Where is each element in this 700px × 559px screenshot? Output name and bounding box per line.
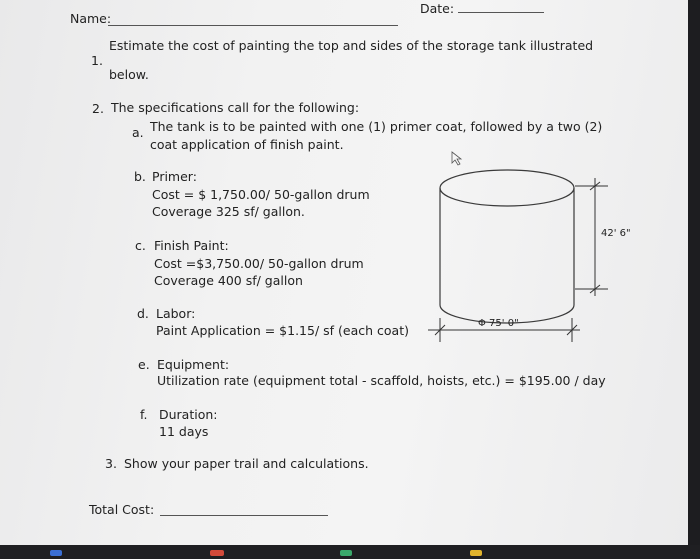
- taskbar-icon: [340, 550, 352, 556]
- labor-detail: Paint Application = $1.15/ sf (each coat): [156, 323, 409, 338]
- labor-title: Labor:: [156, 306, 196, 321]
- q2a-line1: The tank is to be painted with one (1) primer coat, followed by a two (2): [150, 119, 603, 134]
- q1-text-line2: below.: [109, 67, 149, 82]
- primer-cost: Cost = $ 1,750.00/ 50-gallon drum: [152, 187, 370, 202]
- total-cost-label: Total Cost:: [89, 502, 155, 517]
- date-field[interactable]: [458, 12, 544, 13]
- storage-tank-diagram: [420, 150, 640, 350]
- equipment-detail: Utilization rate (equipment total - scaffold, hoists, etc.) = $195.00 / day: [157, 373, 606, 388]
- duration-title: Duration:: [159, 407, 218, 422]
- name-field[interactable]: [108, 25, 398, 26]
- tank-top-ellipse: [440, 170, 574, 206]
- finish-paint-coverage: Coverage 400 sf/ gallon: [154, 273, 303, 288]
- q2f-label: f.: [140, 407, 148, 422]
- diameter-label: Φ 75' 0": [478, 318, 519, 329]
- bottom-bezel: [0, 545, 700, 559]
- q1-number: 1.: [91, 53, 103, 68]
- q2a-label: a.: [132, 125, 144, 140]
- mouse-cursor-icon: [452, 152, 461, 165]
- q2-number: 2.: [92, 101, 104, 116]
- taskbar-icon: [50, 550, 62, 556]
- taskbar-icon: [210, 550, 224, 556]
- finish-paint-cost: Cost =$3,750.00/ 50-gallon drum: [154, 256, 364, 271]
- frame-edge: [688, 0, 700, 559]
- finish-paint-title: Finish Paint:: [154, 238, 229, 253]
- q2a-line2: coat application of finish paint.: [150, 137, 344, 152]
- q2b-label: b.: [134, 169, 146, 184]
- duration-detail: 11 days: [159, 424, 209, 439]
- q2d-label: d.: [137, 306, 149, 321]
- height-label: 42' 6": [601, 228, 631, 239]
- q2c-label: c.: [135, 238, 146, 253]
- q2-intro: The specifications call for the following:: [111, 100, 360, 115]
- q2e-label: e.: [138, 357, 150, 372]
- primer-title: Primer:: [152, 169, 197, 184]
- q1-text-line1: Estimate the cost of painting the top and sides of the storage tank illustrated: [109, 38, 594, 53]
- equipment-title: Equipment:: [157, 357, 230, 372]
- date-label: Date:: [420, 1, 455, 16]
- tank-cylinder: [440, 170, 574, 323]
- q3-number: 3.: [105, 456, 117, 471]
- taskbar-icon: [470, 550, 482, 556]
- name-label: Name:: [70, 11, 112, 26]
- primer-coverage: Coverage 325 sf/ gallon.: [152, 204, 305, 219]
- total-cost-field[interactable]: [160, 515, 328, 516]
- q3-text: Show your paper trail and calculations.: [124, 456, 369, 471]
